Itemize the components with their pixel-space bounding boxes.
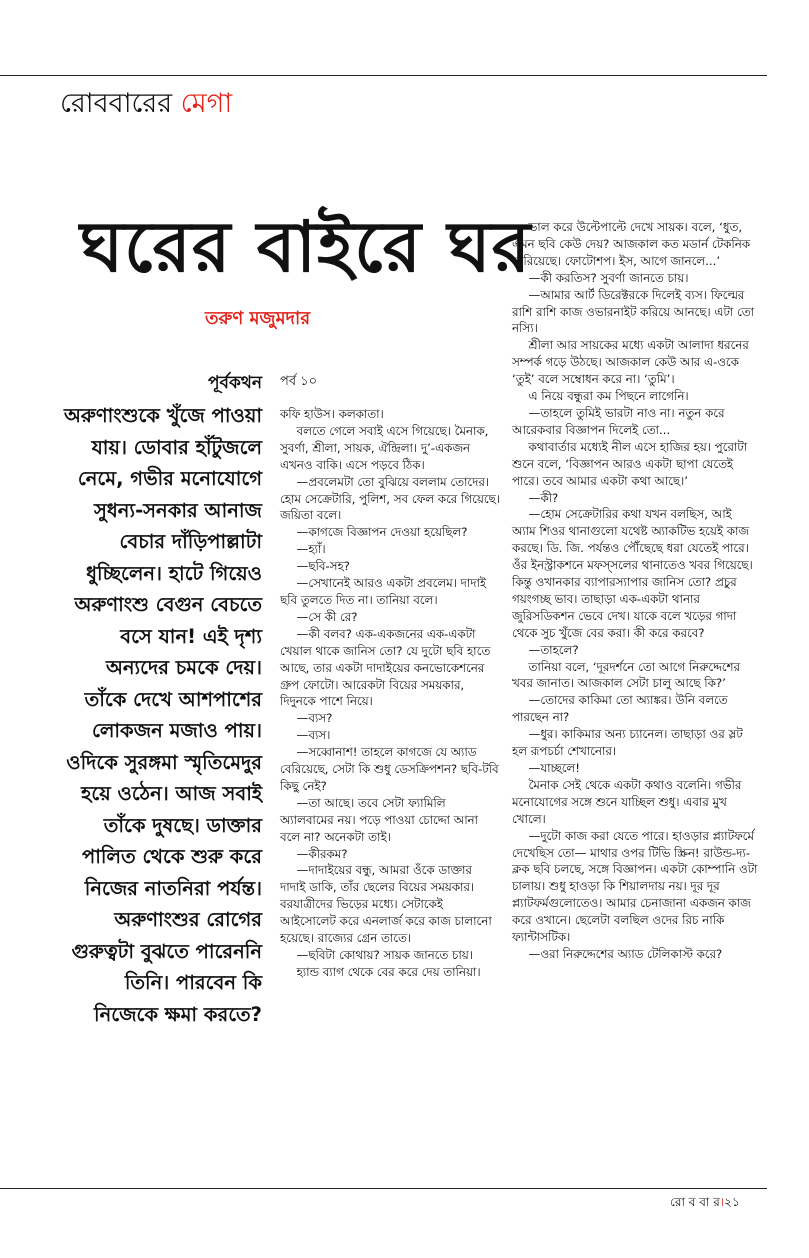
- story-paragraph: —দাদাইয়ের বন্ধু, আমরা ওঁকে ডাক্তার দাদাই ডাকি, তাঁর ছেলের বিয়ের সময়কার। বরযাত্রীদের ভিড়ের মধ্যে। সেটাকেই আইসোলেট করে এনলার্জ করে কাজ চালানো হয়েছে। রাজ্যের গ্রেন তাতে।: [280, 863, 492, 946]
- story-paragraph: —ছবি-সহ?: [296, 559, 350, 574]
- story-paragraph: —ওরা নিরুদ্দেশের অ্যাড টেলিকাস্ট করে?: [528, 946, 723, 961]
- episode-number: পর্ব ১০: [280, 374, 318, 389]
- story-paragraph: —সে কী রে?: [296, 609, 358, 624]
- story-paragraph: তানিয়া বলে, ‘দূরদর্শনে তো আগে নিরুদ্দেশের খবর জানাত। আজকাল সেটা চালু আছে কি?’: [512, 659, 741, 691]
- story-paragraph: —প্রবলেমটা তো বুঝিয়ে বললাম তোদের। হোম সেক্রেটারি, পুলিশ, সব ফেল করে গিয়েছে। জয়িতা বলে।: [280, 474, 500, 523]
- story-paragraph: হ্যান্ড ব্যাগ থেকে বের করে দেয় তানিয়া।: [296, 964, 481, 979]
- top-rule: [0, 75, 767, 76]
- story-paragraph: এ নিয়ে বন্ধুরা কম পিছনে লাগেনি।: [528, 389, 689, 404]
- story-paragraph: —তা আছে। তবে সেটা ফ্যামিলি অ্যালবামের নয়। পড়ে পাওয়া চোদ্দো আনা বলে না? অনেকটা তাই।: [280, 795, 478, 844]
- story-paragraph: বলতে গেলে সবাই এসে গিয়েছে। মৈনাক, সুবর্ণা, শ্রীলা, সায়ক, ঐন্দ্রিলা। দু’-একজন এখনও বাকি। এসে পড়বে ঠিক।: [280, 423, 489, 472]
- story-paragraph: —কীরকম?: [296, 846, 348, 861]
- story-paragraph: —ধুর। কাকিমার অন্য চ্যানেল। তাছাড়া ওর স্লট হল রূপচর্চা শেখানোর।: [512, 727, 743, 759]
- story-paragraph: —ব্যস।: [296, 728, 331, 743]
- story-paragraph: —ছবিটা কোথায়? সায়ক জানতে চায়।: [296, 948, 473, 962]
- story-paragraph: কথাবার্তার মধ্যেই নীল এসে হাজির হয়। পুরোটা শুনে বলে, ‘বিজ্ঞাপন আরও একটা ছাপা যেতেই পারে। তবে আমার একটা কথা আছে।’: [512, 439, 748, 488]
- section-header: [60, 88, 232, 120]
- story-paragraph: —হোম সেক্রেটারির কথা যখন বলছিস, আই অ্যাম শিওর থানাগুলো যথেষ্ট অ্যাকটিভ হয়েই কাজ করছে। ডি. জি. পর্যন্তও পৌঁছেছে ধরা যেতেই পারে। ওঁর ইনস্ট্রাকশনে মফস্‌সলের থানাতেও খবর গিয়েছে। কিন্তু ওখানকার ব্যাপারস্যাপার জানিস তো? প্রচুর গয়ংগচ্ছ ভাব। তাছাড়া এক-একটা থানার জুরিসডিকশন ভেবে দেখ। যাকে বলে খড়ের গাদা থেকে সুচ খুঁজে বের করা। কী করে করবে?: [512, 507, 753, 640]
- story-paragraph: শ্রীলা আর সায়কের মধ্যে একটা আলাদা ধরনের সম্পর্ক গড়ে উঠছে। আজকাল কেউ আর এ-ওকে ‘তুই’ বলে সম্বোধন করে না। ‘তুমি’।: [512, 338, 749, 387]
- story-paragraph: —যাচ্ছলে!: [528, 761, 580, 775]
- story-paragraph: —কী করতিস? সুবর্ণা জানতে চায়।: [528, 270, 689, 285]
- story-paragraph: —তাহলে তুমিই ভারটা নাও না। নতুন করে আরেকবার বিজ্ঞাপন দিলেই তো...: [512, 405, 725, 437]
- footer-separator: ।: [719, 1195, 725, 1209]
- author-name: তরুণ মজুমদার: [205, 308, 311, 329]
- story-column-right: [512, 219, 758, 963]
- section-header-highlight: মেগা: [180, 88, 233, 119]
- story-paragraph: —তাহলে?: [528, 642, 579, 657]
- page-footer: [670, 1194, 740, 1214]
- story-paragraph: —দুটো কাজ করা যেতে পারে। হাওড়ার প্ল্যাটফর্মে দেখেছিস তো— মাথার ওপর টিভি স্ক্রিন! রাউন্ড-দ্য-ক্লক ছবি চলছে, সঙ্গে বিজ্ঞাপন। একটা কোম্পানি ওটা চালায়। শুধু হাওড়া কি শিয়ালদায় নয়। দূর দূর প্ল্যাটফর্মগুলোতেও। আমার চেনাজানা একজন কাজ করে ওখানে। ছেলেটা বলছিল ওদের রিচ নাকি ফ্যান্টাসটিক।: [512, 828, 758, 945]
- story-paragraph: —ব্যস?: [296, 711, 333, 726]
- story-paragraph: মৈনাক সেই থেকে একটা কথাও বলেনি। গভীর মনোযোগের সঙ্গে শুনে যাচ্ছিল শুধু। এবার মুখ খোলে।: [512, 777, 742, 826]
- story-title: ঘরের বাইরে ঘর: [80, 206, 532, 288]
- page-number: ২১: [724, 1195, 740, 1209]
- story-paragraph: —হ্যাঁ।: [296, 542, 326, 557]
- prologue-text: অরুণাংশুকে খুঁজে পাওয়া যায়। ডোবার হাঁটুজলে নেমে, গভীর মনোযোগে সুধন্য-সনকার আনাজ বেচার দাঁড়িপাল্লাটা ধুচ্ছিলেন। হাটে গিয়েও অরুণাংশু বেগুন বেচতে বসে যান! এই দৃশ্য অন্যদের চমকে দেয়। তাঁকে দেখে আশপাশের লোকজন মজাও পায়। ওদিকে সুরঙ্গমা স্মৃতিমেদুর হয়ে ওঠেন। আজ সবাই তাঁকে দুষছে। ডাক্তার পালিত থেকে শুরু করে নিজের নাতনিরা পর্যন্ত। অরুণাংশুর রোগের গুরুত্বটা বুঝতে পারেননি তিনি। পারবেন কি নিজেকে ক্ষমা করতে?: [63, 404, 262, 1026]
- story-paragraph: —আমার আর্ট ডিরেক্টরকে দিলেই ব্যস। ফিল্মের রাশি রাশি কাজ ওভারনাইট করিয়ে আনছে। এটা তো নস্যি।: [512, 287, 755, 336]
- story-paragraph: —সেখানেই আরও একটা প্রবলেম। দাদাই ছবি তুলতে দিত না। তানিয়া বলে।: [280, 576, 487, 607]
- story-paragraph: —কী বলব? এক-একজনের এক-একটা খেয়াল থাকে জানিস তো? যে দুটো ছবি হাতে আছে, তার একটা দাদাইয়ের কনভোকেশনের গ্রুপ ফোটো। আরেকটা বিয়ের সময়কার, দিদুনকে পাশে নিয়ে।: [280, 626, 491, 709]
- bottom-rule: [0, 1188, 767, 1189]
- section-header-prefix: রোববারের: [60, 88, 173, 119]
- story-paragraph: —কাগজে বিজ্ঞাপন দেওয়া হয়েছিল?: [296, 525, 468, 540]
- footer-label: রো ব বা র: [670, 1195, 720, 1209]
- story-paragraph: —তোদের কাকিমা তো অ্যাঙ্কর। উনি বলতে পারছেন না?: [512, 693, 728, 725]
- story-paragraph: ভাল করে উল্টেপাল্টে দেখে সায়ক। বলে, ‘ধুত, এমন ছবি কেউ দেয়? আজকাল কত মডার্ন টেকনিক বেরিয়েছে। ফোটোশপ। ইস, আগে জানলে...’: [512, 220, 751, 268]
- story-paragraph: —সব্বোনাশ! তাহলে কাগজে যে অ্যাড বেরিয়েছে, সেটা কি শুধু ডেসক্রিপশন? ছবি-টবি কিছু নেই?: [280, 745, 499, 793]
- story-column-middle: [280, 406, 500, 981]
- story-paragraph: কফি হাউস। কলকাতা।: [280, 407, 384, 421]
- story-paragraph: —কী?: [528, 490, 559, 505]
- prologue-heading: পূর্বকথন: [207, 373, 262, 393]
